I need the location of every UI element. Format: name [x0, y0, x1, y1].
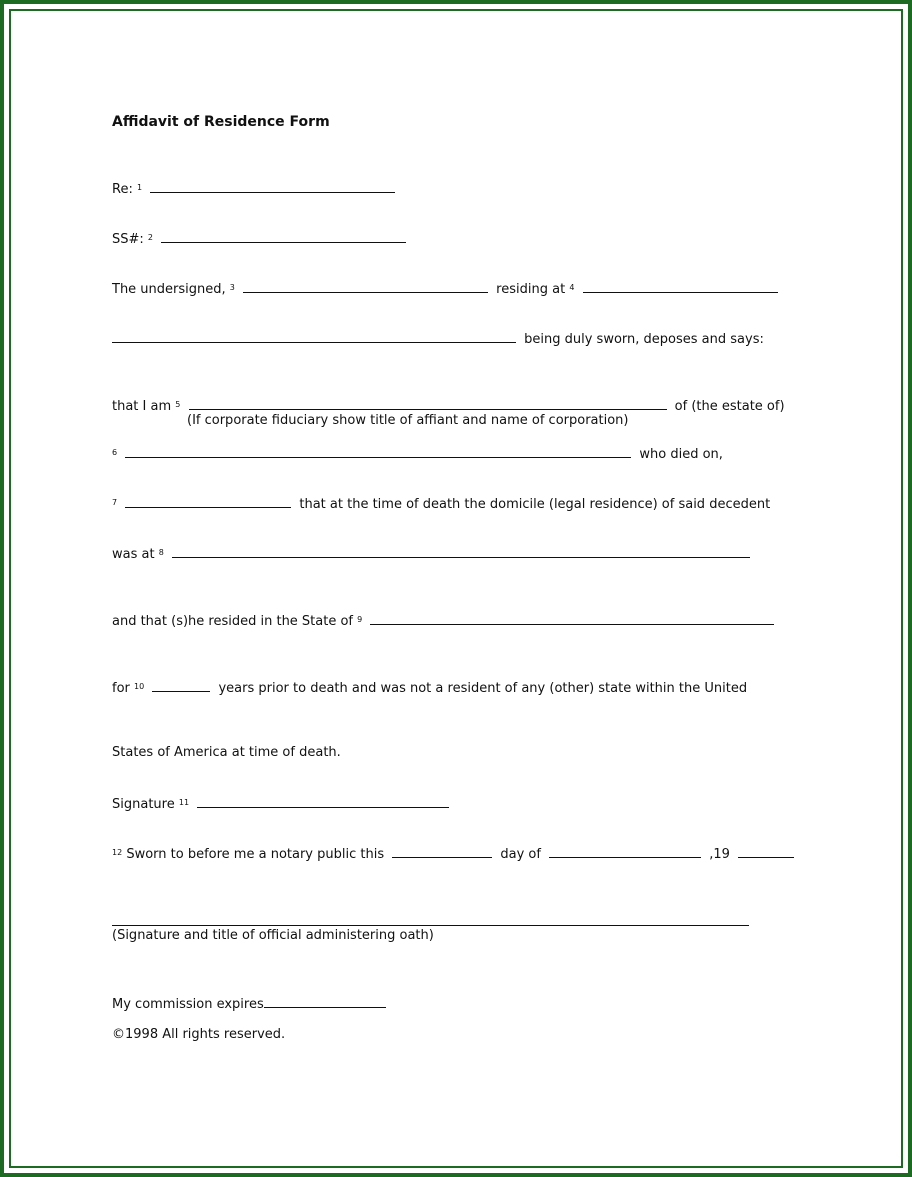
footnote-2: 2 [147, 233, 154, 242]
footnote-5: 5 [175, 400, 181, 409]
who-died-label: who died on, [639, 447, 723, 462]
years-text: years prior to death and was not a resident of any (other) state within the United [218, 681, 748, 696]
domicile-address-field[interactable] [172, 545, 750, 558]
commission-label: My commission expires [112, 997, 264, 1012]
domicile-text: that at the time of death the domicile (legal residence) of said decedent [299, 497, 771, 512]
footnote-6: 6 [112, 448, 118, 457]
official-signature-caption: (Signature and title of official administering oath) [112, 928, 434, 943]
notary-year-field[interactable] [738, 845, 794, 858]
official-signature-field[interactable] [112, 925, 749, 926]
decedent-line [112, 445, 723, 463]
form-title: Affidavit of Residence Form [112, 114, 330, 130]
ss-line [112, 230, 410, 248]
sworn-before-text: Sworn to before me a notary public this [126, 847, 385, 862]
signature-line [112, 795, 453, 813]
re-line [112, 180, 399, 198]
capacity-field[interactable] [189, 397, 667, 410]
undersigned-line [112, 280, 782, 298]
footnote-12: 12 [112, 848, 123, 857]
years-line [112, 679, 747, 697]
residence-field[interactable] [583, 280, 778, 293]
footnote-9: 9 [357, 615, 363, 624]
commission-field[interactable] [264, 995, 386, 1008]
footnote-3: 3 [229, 283, 235, 292]
state-field[interactable] [370, 612, 774, 625]
re-label: Re: [112, 182, 133, 197]
death-date-field[interactable] [125, 495, 291, 508]
notary-line [112, 845, 798, 863]
was-at-label: was at [112, 547, 155, 562]
copyright-text: ©1998 All rights reserved. [112, 1027, 286, 1042]
notary-month-field[interactable] [549, 845, 701, 858]
for-label: for [112, 681, 130, 696]
footnote-11: 11 [178, 798, 190, 807]
death-date-line [112, 495, 770, 513]
estate-of-label: of (the estate of) [674, 399, 785, 414]
resided-state-label: and that (s)he resided in the State of [112, 614, 354, 629]
footnote-1: 1 [136, 183, 143, 192]
years-field[interactable] [152, 679, 210, 692]
state-line [112, 612, 778, 630]
undersigned-name-field[interactable] [243, 280, 488, 293]
footnote-8: 8 [158, 548, 164, 557]
address-continued-field[interactable] [112, 330, 516, 343]
footnote-7: 7 [112, 498, 118, 507]
re-field[interactable] [150, 180, 395, 193]
residing-label: residing at [496, 282, 566, 297]
footnote-4: 4 [569, 283, 575, 292]
corporate-note: (If corporate fiduciary show title of affiant and name of corporation) [187, 413, 629, 428]
undersigned-label: The undersigned, [112, 282, 226, 297]
footnote-10: 10 [134, 682, 145, 691]
decedent-name-field[interactable] [125, 445, 631, 458]
signature-label: Signature [112, 797, 175, 812]
domicile-address-line [112, 545, 754, 563]
year-prefix: ,19 [709, 847, 730, 862]
ss-field[interactable] [161, 230, 406, 243]
sworn-text: being duly sworn, deposes and says: [524, 332, 764, 347]
that-i-am-label: that I am [112, 399, 172, 414]
notary-day-field[interactable] [392, 845, 492, 858]
address-continued-line [112, 330, 764, 348]
states-text: States of America at time of death. [112, 745, 341, 760]
commission-line [112, 995, 390, 1013]
day-of-label: day of [500, 847, 541, 862]
ss-label: SS#: [112, 232, 144, 247]
signature-field[interactable] [197, 795, 449, 808]
